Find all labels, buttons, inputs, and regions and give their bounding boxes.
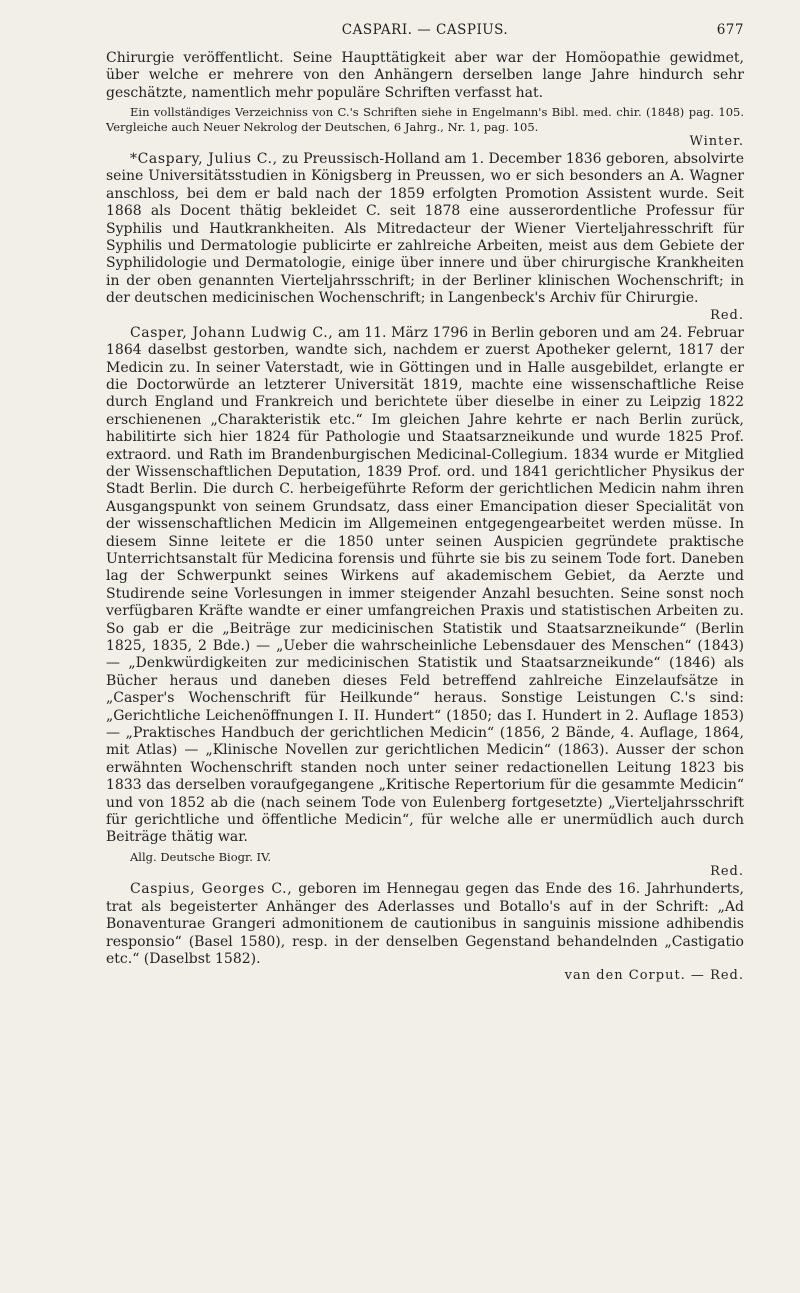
author-signature: Red. — [710, 307, 744, 323]
entry-caspary — [106, 151, 744, 308]
entry-casper — [106, 325, 744, 847]
entry-text — [106, 50, 744, 102]
entry-text: zu Preussisch-Holland am 1. December 1836 geboren, absolvirte seine Universitätsstudien in Königsberg in Preussen, wo er sich besonders an A. Wagner anschloss, bei dem er bald nach der 1859 erfolgten Promotion Assistent wurde. Seit 1868 als Docent thätig bekleidet C. seit 1878 eine ausserordentliche Professur für Syphilis und Hautkrankheiten. Als Mitredacteur der Wiener Vierteljahresschrift für Syphilis und Dermatologie publicirte er zahlreiche Arbeiten, meist aus dem Gebiete der Syphilidologie und Dermatologie, einige über innere und über chirurgische Krankheiten in der oben genannten Vierteljahrsschrift; in der Berliner klinischen Wochenschrift; in der deutschen medicinischen Wochenschrift; in Langenbeck's Archiv für Chirurgie. — [106, 151, 744, 307]
entry-text: geboren im Hennegau gegen das Ende des 16. Jahrhunderts, trat als begeisterter Anhänger des Aderlasses und Botallo's auf in der Schrift: „Ad Bonaventurae Grangeri admonitionem de cautionibus in sanguinis missione adhibendis responsio“ (Basel 1580), resp. in der denselben Gegenstand behandelnden „Castigatio etc.“ (Daselbst 1582). — [106, 881, 745, 967]
author-signature: van den Corput. — Red. — [564, 968, 744, 984]
entry-text: am 11. März 1796 in Berlin geboren und am 24. Februar 1864 daselbst gestorben, wandte sich, nachdem er zuerst Apotheker gelernt, 1817 der Medicin zu. In seiner Vaterstadt, wie in Göttingen und in Halle ausgebildet, erlangte er die Doctorwürde an letzterer Universität 1819, machte eine wissenschaftliche Reise durch England und Frankreich und berichtete über dieselbe in einer zu Leipzig 1822 erschienenen „Charakteristik etc.“ Im gleichen Jahre kehrte er nach Berlin zurück, habilitirte sich hier 1824 für Pathologie und Staatsarzneikunde und wurde 1825 Prof. extraord. und Rath im Brandenburgischen Medicinal-Collegium. 1834 wurde er Mitglied der Wissenschaftlichen Deputation, 1839 Prof. ord. und 1841 gerichtlicher Physikus der Stadt Berlin. Die durch C. herbeigeführte Reform der gerichtlichen Medicin nahm ihren Ausgangspunkt von seinem Grundsatz, dass einer Emancipation dieser Specialität von der wissenschaftlichen Medicin im Allgemeinen entgegengearbeitet werden müsse. In diesem Sinne leitete er die 1850 unter seinen Auspicien gegründete praktische Unterrichtsanstalt für Medicina forensis und führte sie bis zu seinem Tode fort. Daneben lag der Schwerpunkt seines Wirkens auf akademischem Gebiet, da Aerzte und Studirende seine Vorlesungen in immer steigender Anzahl besuchten. Seine sonst noch verfügbaren Kräfte wandte er einer umfangreichen Praxis und statistischen Arbeiten zu. So gab er die „Beiträge zur medicinischen Statistik und Staatsarzneikunde“ (Berlin 1825, 1835, 2 Bde.) — „Ueber die wahrscheinliche Lebensdauer des Menschen“ (1843) — „Denkwürdigkeiten zur medicinischen Statistik und Staatsarzneikunde“ (1846) als Bücher heraus und daneben dieses Feld betreffend zahlreiche Einzelaufsätze in „Casper's Wochenschrift für Heilkunde“ heraus. Sonstige Leistungen C.'s sind: „Gerichtliche Leichenöffnungen I. II. Hundert“ (1850; das I. Hundert in 2. Auflage 1853) — „Praktisches Handbuch der gerichtlichen Medicin“ (1856, 2 Bände, 4. Auflage, 1864, mit Atlas) — „Klinische Novellen zur gerichtlichen Medicin“ (1863). Ausser der schon erwähnten Wochenschrift standen noch unter seiner redactionellen Leitung 1823 bis 1833 das derselben voraufgegangene „Kritische Repertorium für die gesammte Medicin“ und von 1852 ab die (nach seinem Tode von Eulenberg fortgesetzte) „Vierteljahrsschrift für gerichtliche und öffentliche Medicin“, für welche alle er unermüdlich auch durch Beiträge thätig war. — [106, 324, 744, 846]
author-signature: Winter. — [689, 134, 744, 150]
entry-headword: Caspius, Georges C., — [130, 881, 293, 898]
bibliography-note: Ein vollständiges Verzeichniss von C.'s Schriften siehe in Engelmann's Bibl. med. chir. (1848) pag. 105. Vergleiche auch Neuer Nekrolog der Deutschen, 6 Jahrg., Nr. 1, pag. 105. — [106, 105, 744, 134]
entry-headword: *Caspary, Julius C., — [130, 151, 278, 168]
running-head — [106, 20, 744, 50]
entry-caspius — [106, 881, 744, 968]
article-body — [106, 50, 744, 983]
entry-continuation-text: Chirurgie veröffentlicht. Seine Haupttätigkeit aber war der Homöopathie gewidmet, über welche er mehrere von den Anhängern derselben lange Jahre hindurch sehr geschätzte, namentlich mehr populäre Schriften verfasst hat. — [106, 50, 744, 101]
author-signature: Red. — [710, 864, 744, 880]
bibliography-note: Allg. Deutsche Biogr. IV. — [130, 849, 272, 864]
entry-headword: Casper, Johann Ludwig C., — [130, 324, 334, 341]
page — [106, 20, 744, 985]
running-title: CASPARI. — CASPIUS. — [341, 22, 509, 38]
page-number: 677 — [716, 22, 744, 38]
